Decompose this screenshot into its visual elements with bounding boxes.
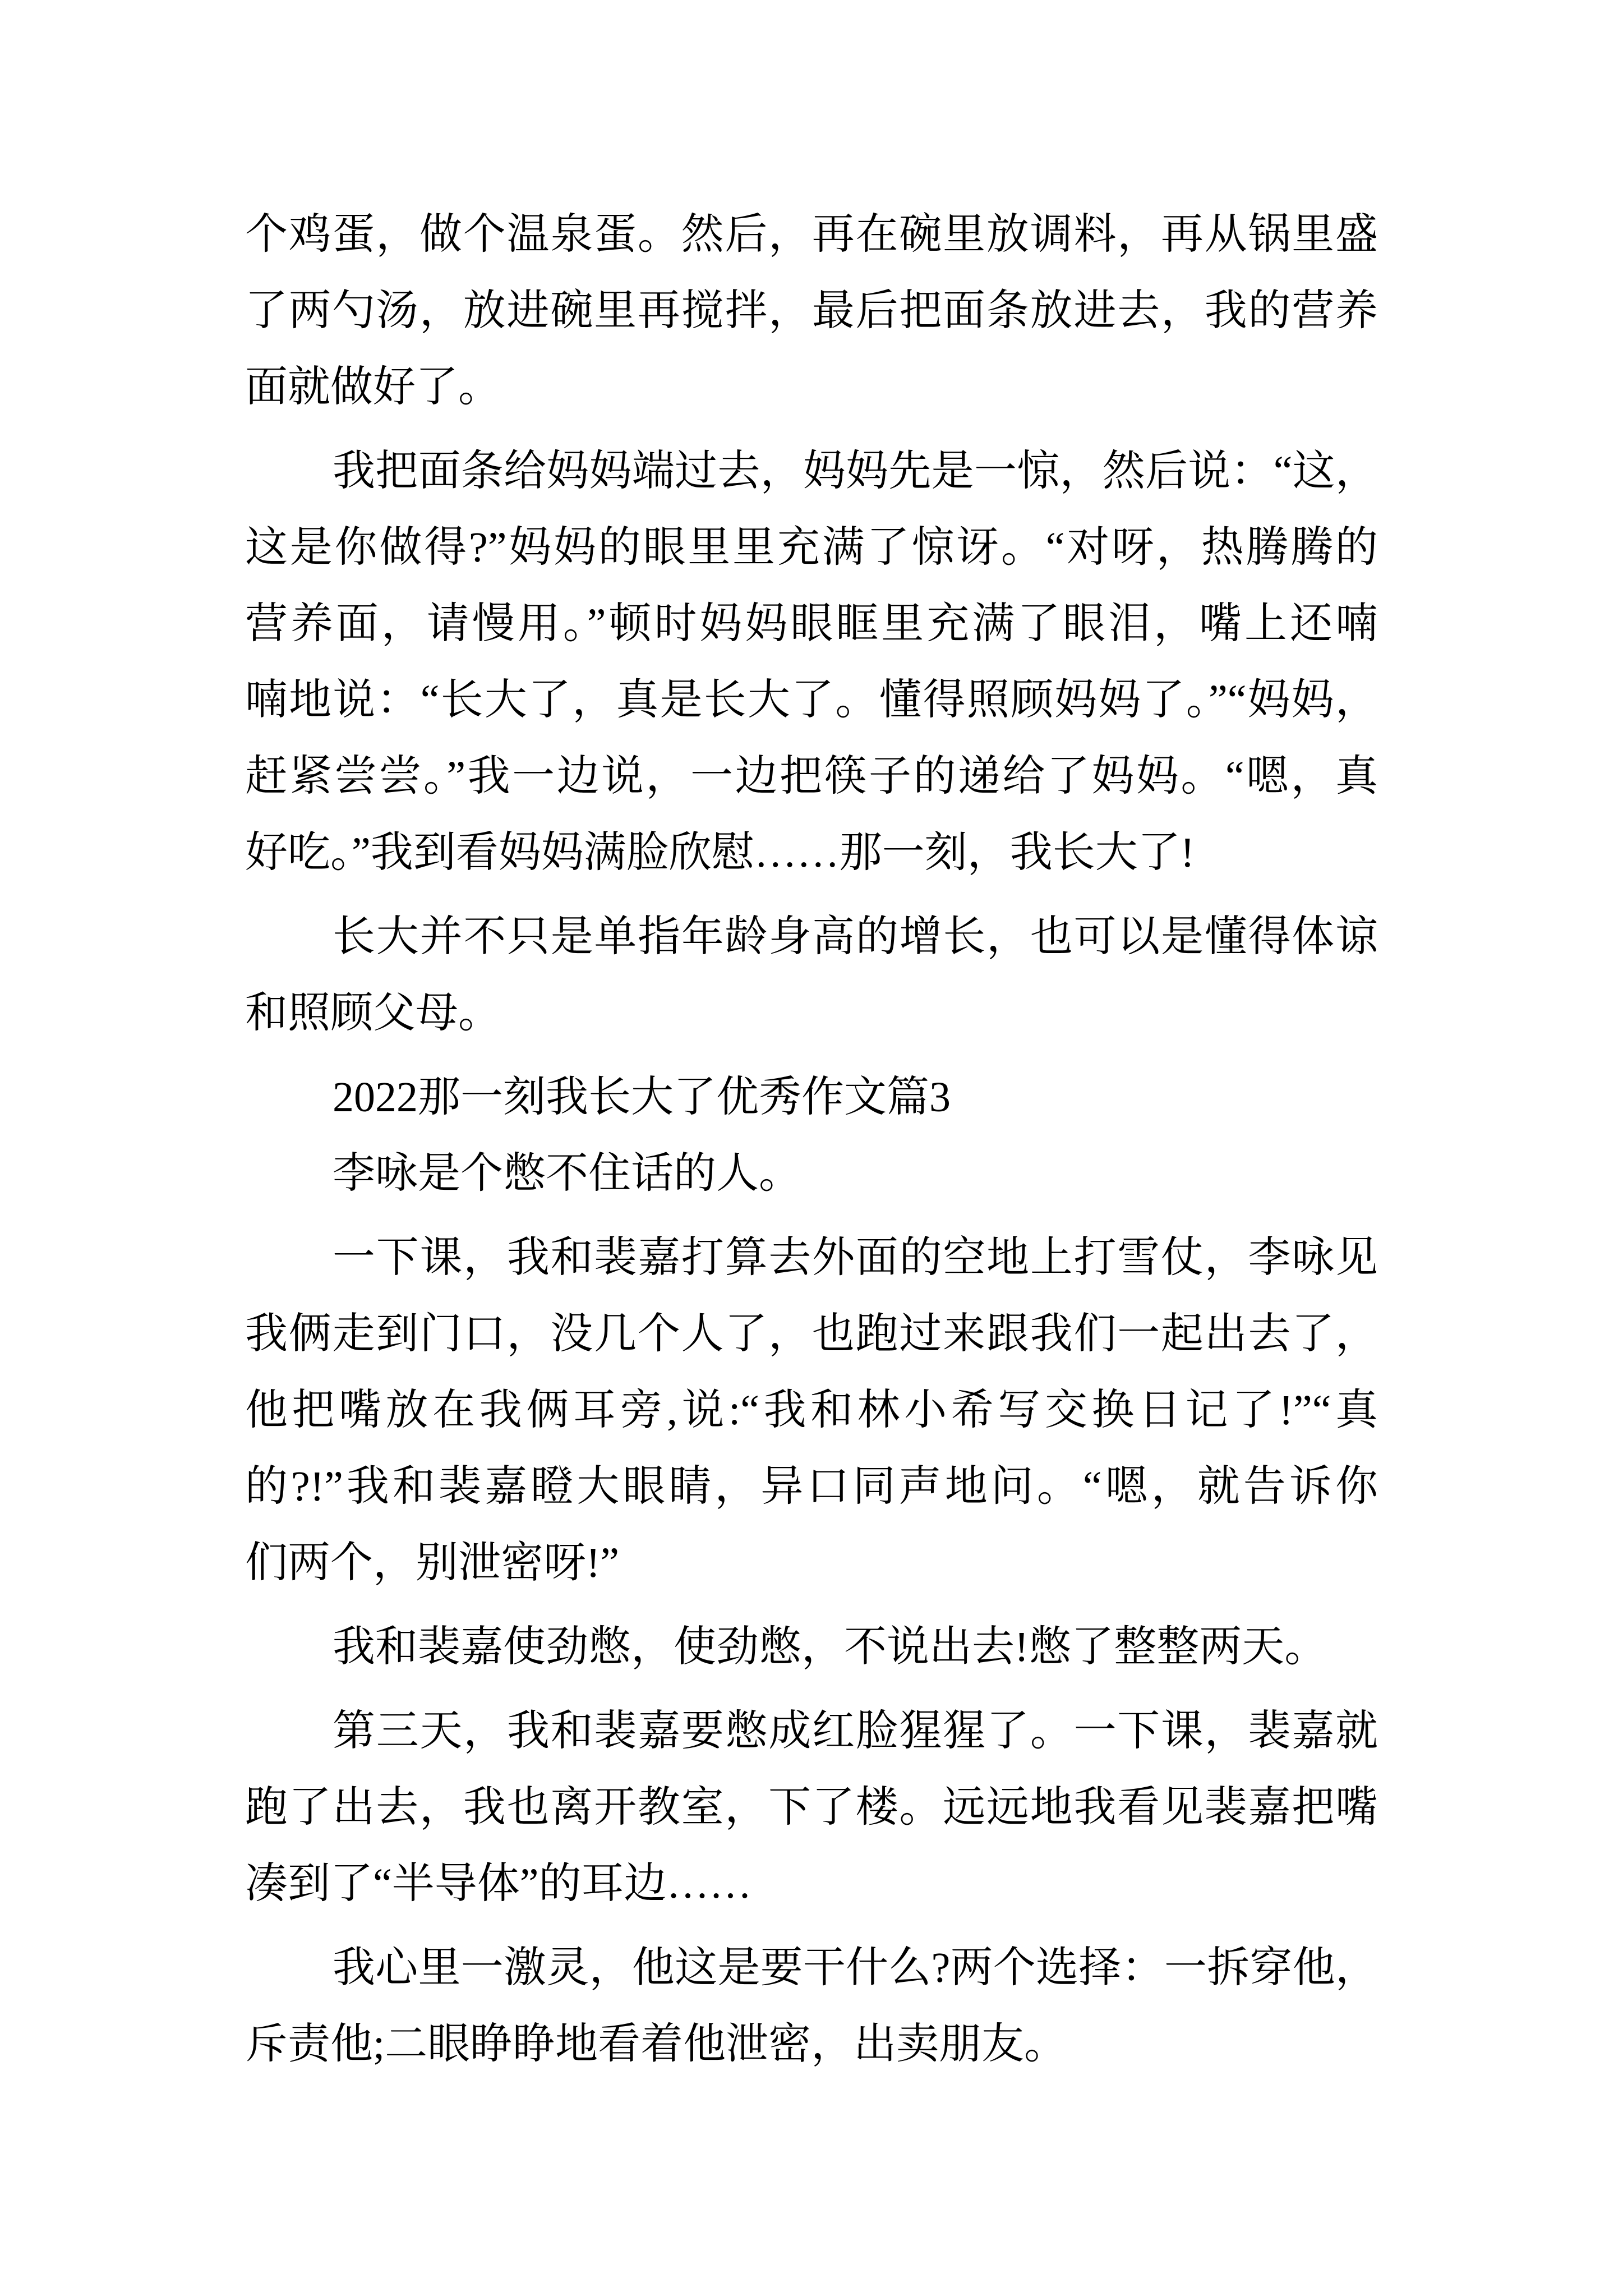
- text-line: 面就做好了。: [245, 364, 501, 411]
- text-line: 好吃。”我到看妈妈满脸欣慰……那一刻，我长大了!: [245, 829, 1195, 876]
- text-line: 赶紧尝尝。”我一边说，一边把筷子的递给了妈妈。“嗯，真: [245, 753, 1378, 800]
- paragraph: [245, 1220, 1378, 1601]
- text-line: 和照顾父母。: [245, 990, 501, 1037]
- text-line: 跑了出去，我也离开教室，下了楼。远远地我看见裴嘉把嘴: [245, 1784, 1378, 1831]
- text-line: 的?!”我和裴嘉瞪大眼睛，异口同声地问。“嗯，就告诉你: [245, 1463, 1378, 1510]
- paragraph: [245, 899, 1378, 1051]
- body-text: [245, 196, 1378, 2082]
- text-line: 了两勺汤，放进碗里再搅拌，最后把面条放进去，我的营养: [245, 287, 1378, 334]
- paragraph: [245, 1693, 1378, 1922]
- paragraph: [245, 1609, 1378, 1685]
- text-line: 一下课，我和裴嘉打算去外面的空地上打雪仗，李咏见: [333, 1234, 1378, 1281]
- text-line: 李咏是个憋不住话的人。: [333, 1150, 801, 1197]
- text-line: 营养面，请慢用。”顿时妈妈眼眶里充满了眼泪，嘴上还喃: [245, 600, 1378, 647]
- text-line: 斥责他;二眼睁睁地看着他泄密，出卖朋友。: [245, 2021, 1067, 2068]
- text-line: 我和裴嘉使劲憋，使劲憋，不说出去!憋了整整两天。: [333, 1623, 1327, 1671]
- paragraph: [245, 196, 1378, 425]
- text-line: 他把嘴放在我俩耳旁,说:“我和林小希写交换日记了!”“真: [245, 1387, 1378, 1434]
- text-line: 凑到了“半导体”的耳边……: [245, 1860, 752, 1907]
- text-line: 喃地说：“长大了，真是长大了。懂得照顾妈妈了。”“妈妈，: [245, 677, 1378, 724]
- text-line: 我俩走到门口，没几个人了，也跑过来跟我们一起出去了，: [245, 1310, 1378, 1358]
- text-line: 这是你做得?”妈妈的眼里里充满了惊讶。“对呀，热腾腾的: [245, 524, 1378, 571]
- text-line: 长大并不只是单指年龄身高的增长，也可以是懂得体谅: [333, 913, 1378, 960]
- text-line: 个鸡蛋，做个温泉蛋。然后，再在碗里放调料，再从锅里盛: [245, 211, 1378, 258]
- text-line: 第三天，我和裴嘉要憋成红脸猩猩了。一下课，裴嘉就: [333, 1708, 1378, 1755]
- text-line: 们两个，别泄密呀!”: [245, 1539, 620, 1586]
- paragraph: [245, 433, 1378, 891]
- paragraph: [245, 1930, 1378, 2082]
- section-heading-text: 2022那一刻我长大了优秀作文篇3: [333, 1074, 951, 1121]
- section-heading: [245, 1059, 1378, 1135]
- text-line: 我把面条给妈妈端过去，妈妈先是一惊，然后说：“这，: [333, 448, 1378, 495]
- paragraph: [245, 1135, 1378, 1212]
- text-line: 我心里一激灵，他这是要干什么?两个选择：一拆穿他，: [333, 1944, 1378, 1991]
